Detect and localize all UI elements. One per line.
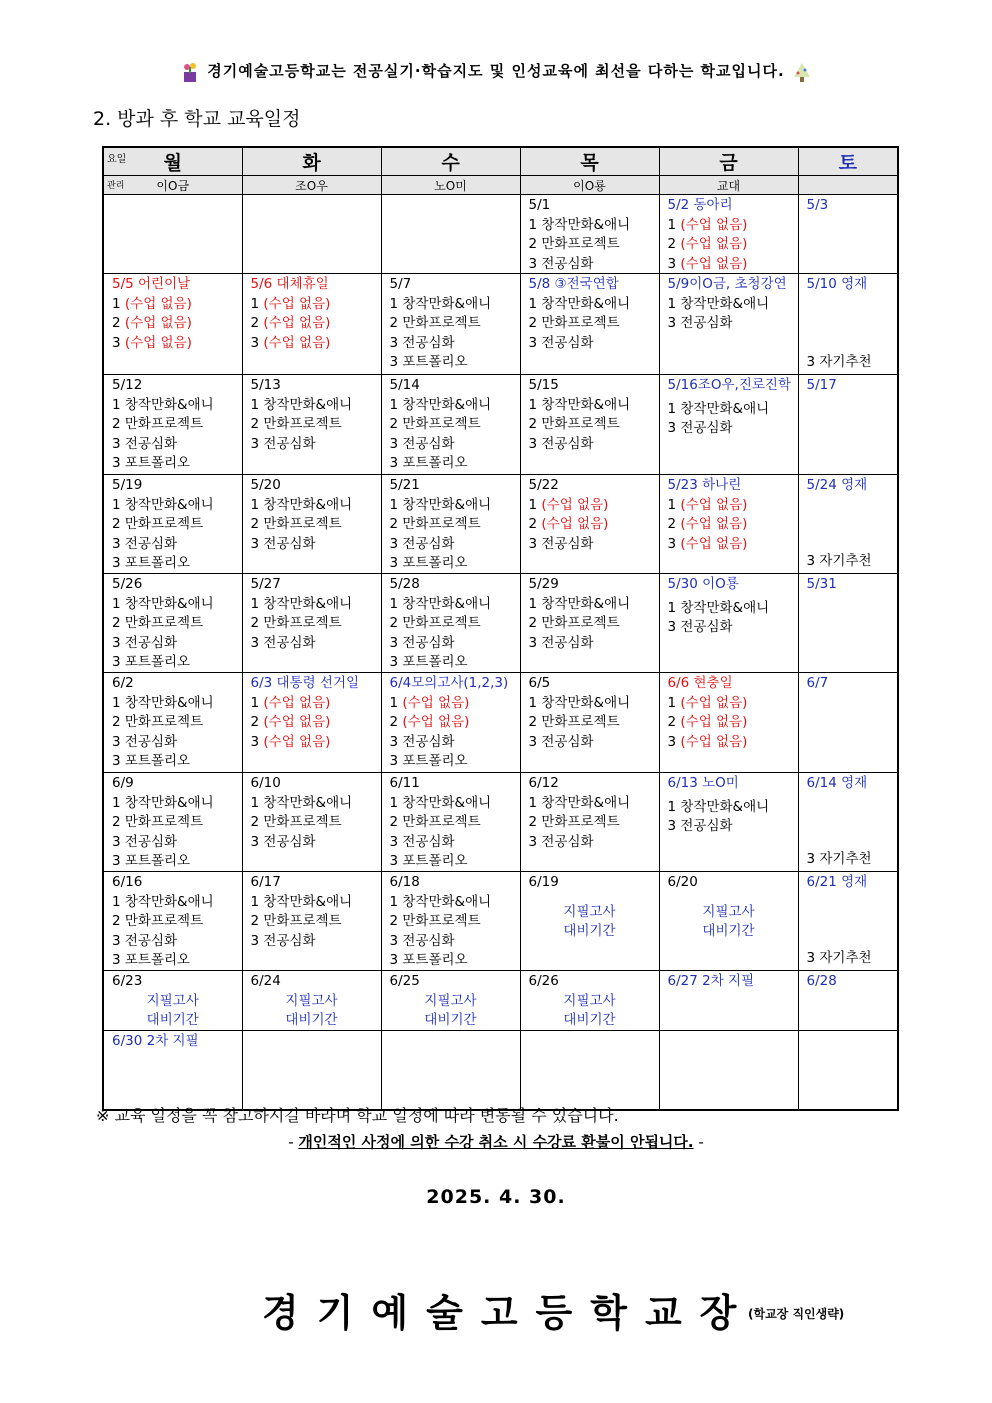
class-entry: 3 전공심화 xyxy=(389,334,455,351)
day-cell xyxy=(381,375,520,475)
class-entry: 3 전공심화 xyxy=(112,932,178,949)
day-date: 5/29 xyxy=(528,576,559,592)
class-entry: 3 포트폴리오 xyxy=(389,853,468,869)
day-date: 5/19 xyxy=(112,477,143,493)
day-date: 5/12 xyxy=(112,377,143,393)
class-entry: 2 (수업 없음) xyxy=(250,714,331,730)
class-entry: 2 만화프로젝트 xyxy=(528,315,620,331)
day-cell xyxy=(798,475,898,574)
day-date: 6/17 xyxy=(250,874,281,890)
corner-day-label: 요일 xyxy=(107,154,127,165)
day-cell xyxy=(381,773,520,872)
class-entry: 3 포트폴리오 xyxy=(112,753,191,769)
section-title: 2. 방과 후 학교 교육일정 xyxy=(93,108,301,130)
class-entry: 3 전공심화 xyxy=(389,932,455,949)
class-entry: 1 창작만화&애니 xyxy=(528,295,631,312)
day-date: 6/7 xyxy=(806,675,829,691)
day-cell xyxy=(659,1031,798,1111)
class-entry: 3 전공심화 xyxy=(389,435,455,452)
day-date: 5/26 xyxy=(112,576,143,592)
school-motto-banner xyxy=(0,60,992,83)
weekday-header: 요일 월 xyxy=(103,147,242,176)
class-entry: 3 전공심화 xyxy=(528,334,594,351)
class-entry: 3 전공심화 xyxy=(528,435,594,452)
class-entry: 2 만화프로젝트 xyxy=(112,814,204,830)
class-entry: 1 창작만화&애니 xyxy=(112,496,214,513)
seal-omitted-note: (학교장 직인생략) xyxy=(748,1307,845,1321)
day-date: 5/21 xyxy=(389,477,420,493)
day-date: 6/12 xyxy=(528,775,559,791)
class-entry: 3 (수업 없음) xyxy=(112,334,192,351)
day-cell xyxy=(242,195,381,274)
day-cell xyxy=(242,475,381,574)
class-entry: 3 (수업 없음) xyxy=(667,535,748,552)
class-entry: 3 포트폴리오 xyxy=(112,952,191,968)
class-entry: 3 전공심화 xyxy=(528,733,594,750)
day-date: 5/3 xyxy=(806,197,829,213)
day-date: 5/13 xyxy=(250,377,281,393)
day-date: 6/18 xyxy=(389,874,420,890)
manager-header: 노O미 xyxy=(381,176,520,195)
exam-prep-period: 지필고사 대비기간 xyxy=(285,992,338,1028)
class-entry: 1 창작만화&애니 xyxy=(389,295,492,312)
day-cell xyxy=(242,773,381,872)
day-date: 5/7 xyxy=(389,276,412,292)
day-date: 6/28 xyxy=(806,973,837,989)
day-date: 6/9 xyxy=(112,775,134,791)
gifted-program-note: 3 자기추천 xyxy=(806,353,872,370)
day-cell xyxy=(520,274,659,375)
class-entry: 3 전공심화 xyxy=(250,435,316,452)
day-date: 6/10 xyxy=(250,775,281,791)
class-entry: 3 포트폴리오 xyxy=(112,555,191,571)
class-entry: 3 포트폴리오 xyxy=(389,654,468,670)
day-cell xyxy=(659,673,798,773)
day-date: 6/11 xyxy=(389,775,420,791)
day-cell xyxy=(103,375,242,475)
manager-header-row xyxy=(103,176,898,195)
week-row xyxy=(103,574,898,673)
class-entry: 3 포트폴리오 xyxy=(389,952,468,968)
flower-pot-icon xyxy=(179,61,201,83)
day-date: 6/23 xyxy=(112,973,143,989)
day-cell xyxy=(798,195,898,274)
gifted-program-note: 3 자기추천 xyxy=(806,552,872,569)
weekday-header: 수 xyxy=(381,147,520,176)
weekday-header-row xyxy=(103,147,898,176)
day-date: 5/5 어린이날 xyxy=(112,276,191,292)
class-entry: 1 창작만화&애니 xyxy=(112,396,214,413)
day-date: 6/30 2차 지필 xyxy=(112,1033,199,1049)
class-entry: 2 (수업 없음) xyxy=(389,714,470,730)
day-cell xyxy=(659,475,798,574)
day-cell xyxy=(798,872,898,971)
class-entry: 3 포트폴리오 xyxy=(389,555,468,571)
day-date: 5/24 영재 xyxy=(806,477,868,493)
day-cell xyxy=(381,195,520,274)
class-entry: 2 (수업 없음) xyxy=(528,516,609,532)
class-entry: 2 만화프로젝트 xyxy=(250,516,342,532)
day-cell xyxy=(381,574,520,673)
day-date: 6/21 영재 xyxy=(806,874,868,890)
class-entry: 1 (수업 없음) xyxy=(667,216,748,233)
class-entry: 1 창작만화&애니 xyxy=(250,496,353,513)
class-entry: 2 만화프로젝트 xyxy=(389,416,481,432)
day-date: 5/20 xyxy=(250,477,281,493)
day-cell xyxy=(520,773,659,872)
refund-notice: - 개인적인 사정에 의한 수강 취소 시 수강료 환불이 안됩니다. - xyxy=(288,1133,704,1151)
class-entry: 2 (수업 없음) xyxy=(250,315,331,331)
class-entry: 3 전공심화 xyxy=(528,833,594,850)
day-cell xyxy=(103,673,242,773)
day-date: 5/31 xyxy=(806,576,837,592)
gifted-program-note: 3 자기추천 xyxy=(806,949,872,966)
class-entry: 1 창작만화&애니 xyxy=(389,496,492,513)
class-entry: 1 창작만화&애니 xyxy=(667,295,770,312)
class-entry: 2 만화프로젝트 xyxy=(389,814,481,830)
gifted-program-note: 3 자기추천 xyxy=(806,850,872,867)
week-row xyxy=(103,773,898,872)
class-entry: 3 (수업 없음) xyxy=(667,733,748,750)
day-cell xyxy=(242,872,381,971)
day-cell xyxy=(103,574,242,673)
day-cell xyxy=(103,274,242,375)
day-cell xyxy=(242,574,381,673)
class-entry: 2 만화프로젝트 xyxy=(528,814,620,830)
class-entry: 2 만화프로젝트 xyxy=(112,516,204,532)
class-entry: 2 만화프로젝트 xyxy=(528,416,620,432)
class-entry: 1 (수업 없음) xyxy=(667,694,748,711)
week-row xyxy=(103,1031,898,1111)
day-date: 6/27 2차 지필 xyxy=(667,973,755,989)
class-entry: 1 창작만화&애니 xyxy=(250,595,353,612)
day-cell xyxy=(381,475,520,574)
principal-title: 경기예술고등학교장 xyxy=(262,1290,755,1335)
manager-header: 조O우 xyxy=(242,176,381,195)
class-entry: 3 포트폴리오 xyxy=(389,455,468,471)
class-entry: 1 창작만화&애니 xyxy=(528,694,631,711)
day-date: 5/8 ③전국연합 xyxy=(528,276,619,292)
class-entry: 3 전공심화 xyxy=(528,535,594,552)
day-date: 5/1 xyxy=(528,197,551,213)
day-cell xyxy=(520,574,659,673)
day-cell xyxy=(798,375,898,475)
day-cell xyxy=(242,375,381,475)
class-entry: 3 전공심화 xyxy=(250,535,316,552)
class-entry: 3 (수업 없음) xyxy=(667,255,748,272)
day-date: 6/26 xyxy=(528,973,559,989)
class-entry: 2 만화프로젝트 xyxy=(112,714,204,730)
class-entry: 2 (수업 없음) xyxy=(667,236,748,252)
day-cell xyxy=(520,673,659,773)
weekday-header: 목 xyxy=(520,147,659,176)
exam-prep-period: 지필고사 대비기간 xyxy=(563,903,616,939)
class-entry: 3 전공심화 xyxy=(250,932,316,949)
day-date: 5/10 영재 xyxy=(806,276,868,292)
manager-header: 관리 이O금 xyxy=(103,176,242,195)
class-entry: 3 전공심화 xyxy=(250,634,316,651)
day-cell xyxy=(381,1031,520,1111)
day-cell xyxy=(242,1031,381,1111)
class-entry: 2 만화프로젝트 xyxy=(112,615,204,631)
day-cell xyxy=(381,872,520,971)
class-entry: 3 전공심화 xyxy=(667,818,733,834)
class-entry: 3 전공심화 xyxy=(250,833,316,850)
day-date: 5/16조O우,진로진학 xyxy=(667,377,791,393)
class-entry: 3 포트폴리오 xyxy=(389,354,468,370)
tree-icon xyxy=(791,61,813,83)
class-entry: 1 창작만화&애니 xyxy=(389,396,492,413)
day-cell xyxy=(520,375,659,475)
class-entry: 1 (수업 없음) xyxy=(250,295,331,312)
day-date: 6/5 xyxy=(528,675,551,691)
day-date: 5/27 xyxy=(250,576,281,592)
day-cell xyxy=(798,574,898,673)
weekday-header: 토 xyxy=(798,147,898,176)
class-entry: 3 전공심화 xyxy=(112,733,178,750)
class-entry: 2 만화프로젝트 xyxy=(250,615,342,631)
class-entry: 3 전공심화 xyxy=(389,833,455,850)
class-entry: 1 (수업 없음) xyxy=(112,295,192,312)
day-date: 6/6 현충일 xyxy=(667,675,733,691)
class-entry: 1 창작만화&애니 xyxy=(250,893,353,910)
day-cell xyxy=(520,475,659,574)
day-cell xyxy=(798,1031,898,1111)
class-entry: 1 창작만화&애니 xyxy=(528,216,631,233)
week-row xyxy=(103,274,898,375)
class-entry: 1 창작만화&애니 xyxy=(250,396,353,413)
class-entry: 2 만화프로젝트 xyxy=(250,416,342,432)
schedule-body xyxy=(103,195,898,1111)
class-entry: 1 창작만화&애니 xyxy=(667,798,770,815)
class-entry: 1 창작만화&애니 xyxy=(112,595,214,612)
class-entry: 1 (수업 없음) xyxy=(528,496,609,513)
exam-prep-period: 지필고사 대비기간 xyxy=(563,992,616,1028)
day-cell xyxy=(242,673,381,773)
class-entry: 3 전공심화 xyxy=(112,634,178,651)
day-cell xyxy=(103,1031,242,1111)
day-cell xyxy=(798,773,898,872)
day-cell xyxy=(798,971,898,1031)
day-cell xyxy=(659,375,798,475)
exam-prep-period: 지필고사 대비기간 xyxy=(146,992,199,1028)
day-date: 5/6 대체휴일 xyxy=(250,276,329,292)
class-entry: 3 전공심화 xyxy=(112,833,178,850)
day-date: 5/14 xyxy=(389,377,420,393)
week-row xyxy=(103,872,898,971)
day-date: 5/22 xyxy=(528,477,559,493)
day-date: 5/28 xyxy=(389,576,420,592)
class-entry: 3 전공심화 xyxy=(389,535,455,552)
class-entry: 3 포트폴리오 xyxy=(112,654,191,670)
corner-manager-label: 관리 xyxy=(107,181,125,191)
class-entry: 3 전공심화 xyxy=(389,634,455,651)
day-date: 6/25 xyxy=(389,973,420,989)
class-entry: 2 만화프로젝트 xyxy=(528,615,620,631)
class-entry: 1 창작만화&애니 xyxy=(112,694,214,711)
day-date: 6/14 영재 xyxy=(806,775,868,791)
day-cell xyxy=(242,971,381,1031)
class-entry: 2 만화프로젝트 xyxy=(250,814,342,830)
class-entry: 2 만화프로젝트 xyxy=(389,913,481,929)
class-entry: 3 전공심화 xyxy=(389,733,455,750)
week-row xyxy=(103,971,898,1031)
class-entry: 3 전공심화 xyxy=(667,420,733,436)
day-date: 5/17 xyxy=(806,377,837,393)
day-cell xyxy=(103,971,242,1031)
day-cell xyxy=(520,872,659,971)
day-cell xyxy=(103,475,242,574)
week-row xyxy=(103,475,898,574)
day-cell xyxy=(659,195,798,274)
class-entry: 2 만화프로젝트 xyxy=(112,913,204,929)
class-entry: 2 만화프로젝트 xyxy=(389,516,481,532)
day-cell xyxy=(659,274,798,375)
day-cell xyxy=(659,971,798,1031)
day-cell xyxy=(381,673,520,773)
week-row xyxy=(103,195,898,274)
refund-notice-text: 개인적인 사정에 의한 수강 취소 시 수강료 환불이 안됩니다. xyxy=(298,1133,694,1151)
class-entry: 1 창작만화&애니 xyxy=(389,794,492,811)
class-entry: 2 만화프로젝트 xyxy=(528,714,620,730)
class-entry: 3 전공심화 xyxy=(528,634,594,651)
class-entry: 1 (수업 없음) xyxy=(389,694,470,711)
day-date: 6/2 xyxy=(112,675,134,691)
class-entry: 1 (수업 없음) xyxy=(667,496,748,513)
exam-prep-period: 지필고사 대비기간 xyxy=(702,903,755,939)
class-entry: 1 창작만화&애니 xyxy=(112,794,214,811)
day-cell xyxy=(520,971,659,1031)
day-date: 6/13 노O미 xyxy=(667,775,739,791)
day-date: 6/4모의고사(1,2,3) xyxy=(389,675,509,691)
day-cell xyxy=(659,773,798,872)
day-cell xyxy=(520,1031,659,1111)
class-entry: 3 포트폴리오 xyxy=(112,853,191,869)
day-cell xyxy=(381,274,520,375)
weekday-header: 화 xyxy=(242,147,381,176)
banner-text: 경기예술고등학교는 전공실기·학습지도 및 인성교육에 최선을 다하는 학교입니다. xyxy=(207,62,785,80)
class-entry: 3 전공심화 xyxy=(667,315,733,331)
class-entry: 2 만화프로젝트 xyxy=(528,236,620,252)
class-entry: 1 창작만화&애니 xyxy=(112,893,214,910)
manager-header: 교대 xyxy=(659,176,798,195)
class-entry: 1 창작만화&애니 xyxy=(528,595,631,612)
class-entry: 3 포트폴리오 xyxy=(389,753,468,769)
day-date: 5/9이O금, 초청강연 xyxy=(667,276,787,292)
class-entry: 3 (수업 없음) xyxy=(250,334,331,351)
day-cell xyxy=(103,195,242,274)
class-entry: 2 (수업 없음) xyxy=(667,516,748,532)
class-entry: 1 창작만화&애니 xyxy=(667,599,770,616)
day-date: 5/2 동아리 xyxy=(667,197,733,213)
class-entry: 2 만화프로젝트 xyxy=(112,416,204,432)
day-cell xyxy=(659,574,798,673)
class-entry: 2 만화프로젝트 xyxy=(389,615,481,631)
class-entry: 1 창작만화&애니 xyxy=(389,893,492,910)
class-entry: 2 만화프로젝트 xyxy=(389,315,481,331)
day-date: 6/19 xyxy=(528,874,559,890)
manager-header xyxy=(798,176,898,195)
week-row xyxy=(103,673,898,773)
day-date: 6/20 xyxy=(667,874,698,890)
class-entry: 3 전공심화 xyxy=(528,255,594,272)
day-cell xyxy=(798,274,898,375)
class-entry: 2 (수업 없음) xyxy=(112,315,192,331)
exam-prep-period: 지필고사 대비기간 xyxy=(424,992,477,1028)
day-date: 5/15 xyxy=(528,377,559,393)
day-date: 6/3 대통령 선거일 xyxy=(250,675,360,691)
day-cell xyxy=(381,971,520,1031)
class-entry: 3 전공심화 xyxy=(667,619,733,635)
day-cell xyxy=(520,195,659,274)
day-date: 5/23 하나린 xyxy=(667,477,742,493)
day-cell xyxy=(242,274,381,375)
issue-date: 2025. 4. 30. xyxy=(426,1186,566,1208)
class-entry: 1 창작만화&애니 xyxy=(528,794,631,811)
class-entry: 3 포트폴리오 xyxy=(112,455,191,471)
weekday-header: 금 xyxy=(659,147,798,176)
schedule-change-note: ※ 교육 일정을 꼭 참고하시길 바라며 학교 일정에 따라 변동될 수 있습니다. xyxy=(96,1106,619,1125)
manager-header: 이O룡 xyxy=(520,176,659,195)
day-date: 6/24 xyxy=(250,973,281,989)
class-entry: 2 만화프로젝트 xyxy=(250,913,342,929)
class-entry: 3 전공심화 xyxy=(112,535,178,552)
day-date: 5/30 이O룡 xyxy=(667,576,739,592)
class-entry: 1 (수업 없음) xyxy=(250,694,331,711)
class-entry: 1 창작만화&애니 xyxy=(528,396,631,413)
class-entry: 2 (수업 없음) xyxy=(667,714,748,730)
day-date: 6/16 xyxy=(112,874,143,890)
class-entry: 1 창작만화&애니 xyxy=(250,794,353,811)
day-cell xyxy=(659,872,798,971)
day-cell xyxy=(103,872,242,971)
day-cell xyxy=(798,673,898,773)
class-entry: 1 창작만화&애니 xyxy=(667,400,770,417)
schedule-table xyxy=(102,146,899,1111)
week-row xyxy=(103,375,898,475)
class-entry: 1 창작만화&애니 xyxy=(389,595,492,612)
day-cell xyxy=(103,773,242,872)
class-entry: 3 전공심화 xyxy=(112,435,178,452)
class-entry: 3 (수업 없음) xyxy=(250,733,331,750)
